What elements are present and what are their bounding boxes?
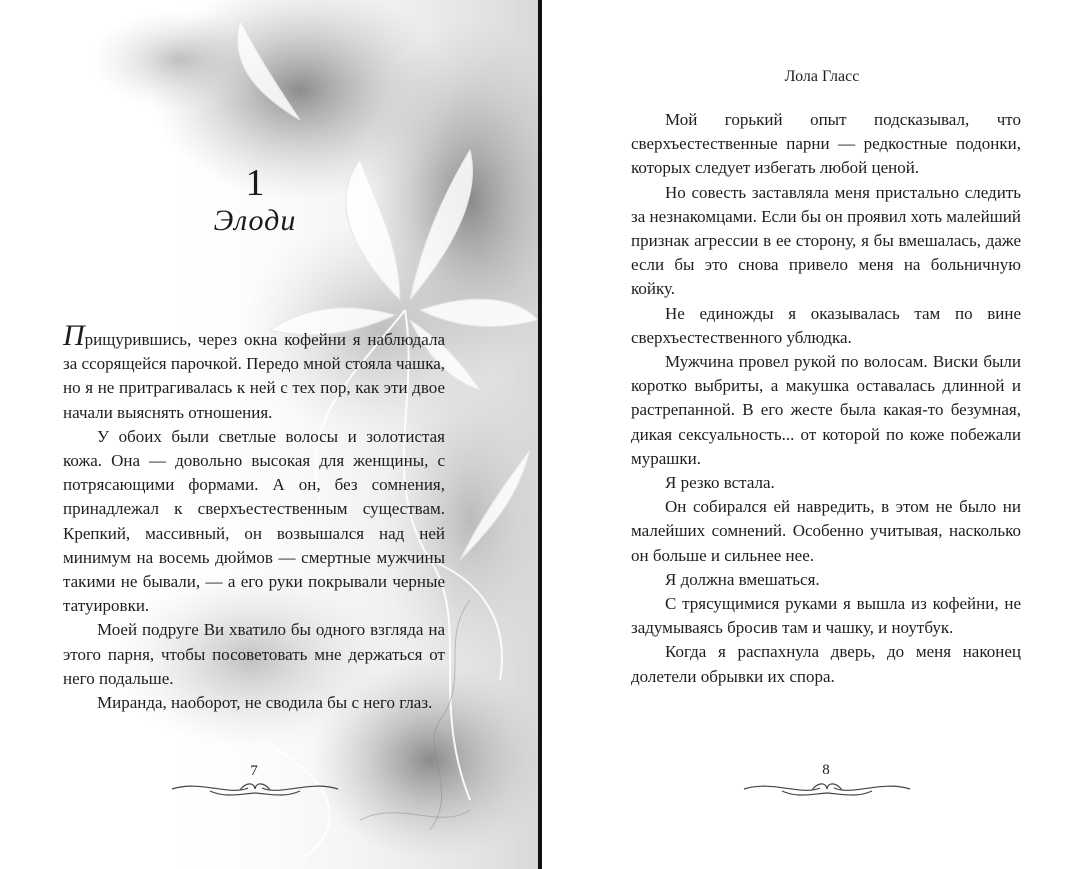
paragraph: Мой горький опыт подсказывал, что сверхъестественные парни — редкостные подонки, которых следует избегать любой ценой. (631, 110, 1021, 178)
paragraph: Но совесть заставляла меня пристально следить за незнакомцами. Если бы он проявил хоть малейший признак агрессии в ее сторону, я бы вмешалась, даже если бы это снова привело меня на больничную койку. (631, 182, 1021, 299)
paragraph: Мужчина провел рукой по волосам. Виски были коротко выбриты, а макушка оставалась длинной и растрепанной. В его жесте была какая-то безумная, дикая сексуальность... от которой по коже побежали мурашки. (631, 352, 1021, 468)
paragraph: Когда я распахнула дверь, до меня наконец долетели обрывки их спора. (631, 642, 1021, 686)
chapter-title: Элоди (213, 204, 297, 237)
page-number: 7 (250, 763, 258, 779)
left-body-text (63, 319, 445, 715)
paragraph: С трясущимися руками я вышла из кофейни, не задумываясь бросив там и чашку, и ноутбук. (631, 594, 1021, 638)
paragraph: Моей подруге Ви хватило бы одного взгляда на этого парня, чтобы посоветовать мне держаться от него подальше. (63, 620, 445, 688)
drop-cap: П (63, 319, 85, 352)
left-page (0, 0, 538, 869)
running-head: Лола Гласс (784, 68, 860, 85)
page-ornament (170, 776, 340, 802)
paragraph: Я должна вмешаться. (665, 569, 820, 589)
paragraph: Не единожды я оказывалась там по вине сверхъестественного ублюдка. (631, 303, 1021, 347)
paragraph: Миранда, наоборот, не сводила бы с него глаз. (97, 693, 433, 713)
paragraph: Я резко встала. (665, 473, 775, 493)
chapter-number: 1 (245, 162, 265, 204)
page-number: 8 (822, 762, 830, 778)
paragraph: Прищурившись, через окна кофейни я наблюдала за ссорящейся парочкой. Передо мной стояла чашка, но я не притрагивалась к ней с тех пор, как эти двое начали выяснять отношения. (63, 319, 445, 422)
page-ornament (742, 776, 912, 802)
right-body-text (631, 108, 1021, 689)
paragraph: Он собирался ей навредить, в этом не было ни малейших сомнений. Особенно учитывая, насколько он больше и сильнее нее. (631, 497, 1021, 565)
paragraph: У обоих были светлые волосы и золотистая кожа. Она — довольно высокая для женщины, с потрясающими формами. А он, без сомнения, принадлежал к сверхъестественным существам. Крепкий, массивный, он возвышался над ней минимум на восемь дюймов — смертные мужчины такими не бывали, — а его руки покрывали черные татуировки. (63, 426, 445, 616)
right-page (542, 0, 1081, 869)
